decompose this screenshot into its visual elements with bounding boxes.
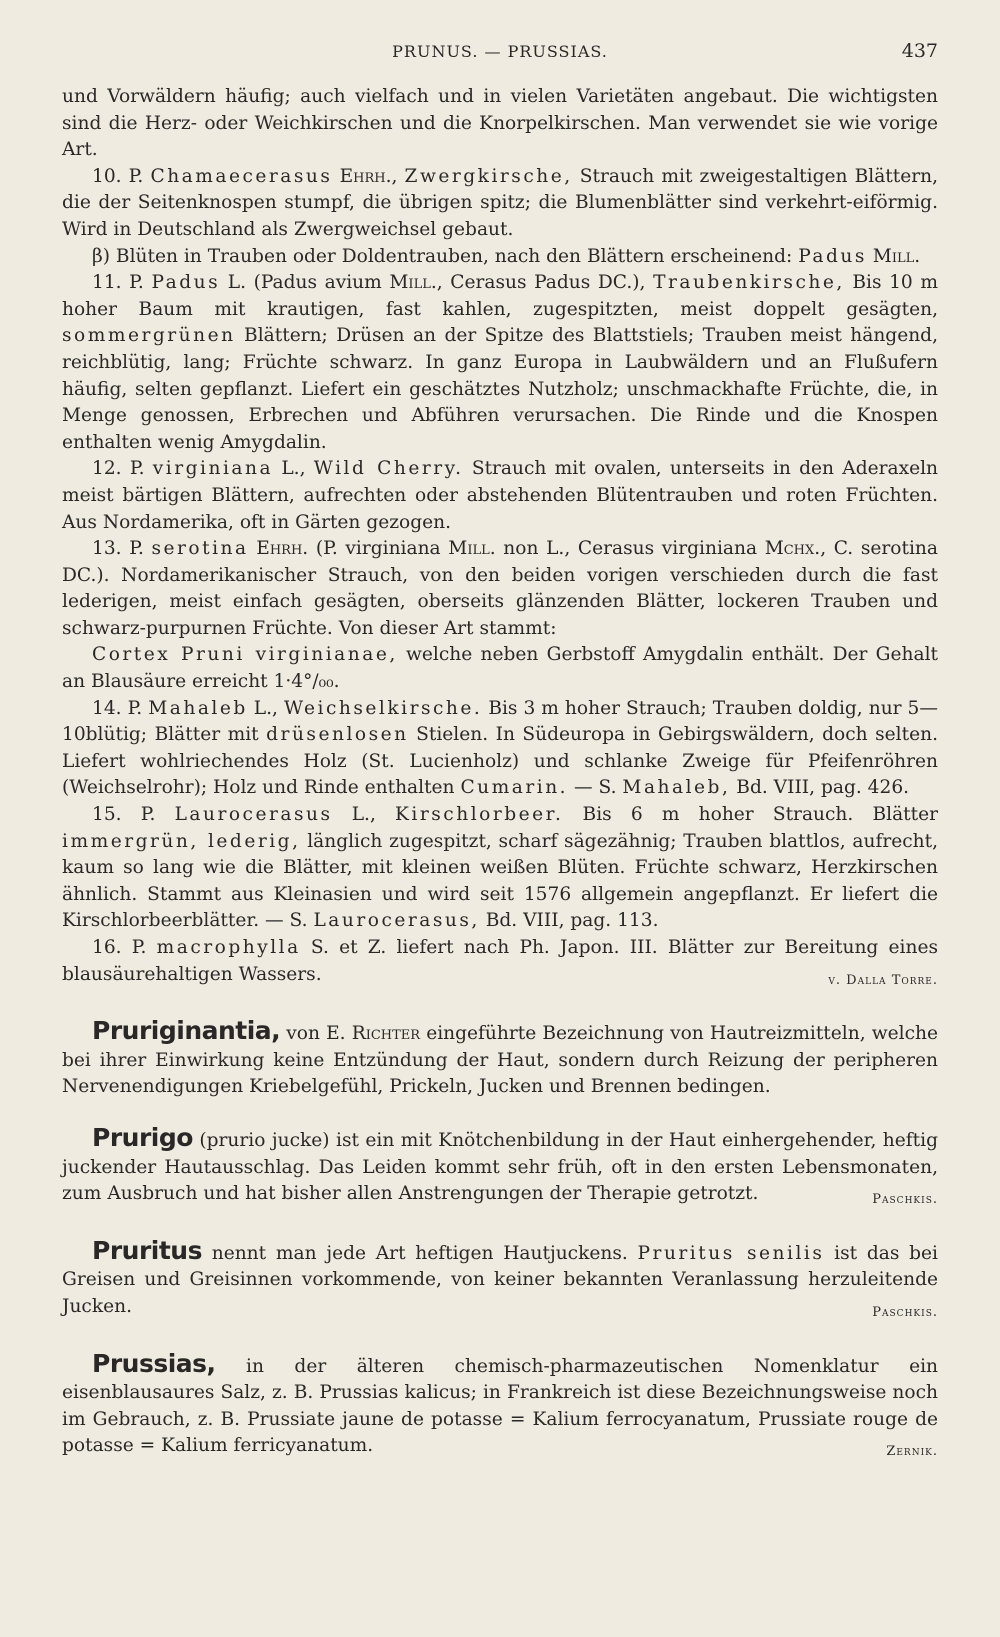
entry-prurigo: Prurigo (prurio jucke) ist ein mit Knötchenbildung in der Haut einhergehender, heftig juckender Hautausschlag. Das Leiden kommt sehr früh, oft in den ersten Lebensmonaten, zum Ausbruch und hat bisher allen Anstrengungen der Therapie getrotzt. Paschkis. (62, 1125, 938, 1214)
paragraph-virginiana: 12. P. virginiana L., Wild Cherry. Strauch mit ovalen, unterseits in den Aderaxeln meist bärtigen Blättern, aufrechten oder abstehenden Blütentrauben und roten Früchten. Aus Nordamerika, oft in Gärten gezogen. (62, 458, 939, 533)
author-signature: Zernik. (886, 1444, 938, 1460)
page-number: 437 (901, 40, 938, 62)
entry-headword: Pruriginantia, (92, 1016, 281, 1046)
paragraph-cortex: Cortex Pruni virginianae, welche neben Gerbstoff Amygdalin enthält. Der Gehalt an Blausäure erreicht 1·4°/₀₀. (62, 644, 939, 693)
paragraph-padus: 11. P. Padus L. (Padus avium Mill., Cerasus Padus DC.), Traubenkirsche, Bis 10 m hoher Baum mit krautigen, fast kahlen, zugespitzten, meist doppelt gesägten, sommergrünen Blättern; Drüsen an der Spitze des Blattstiels; Trauben meist hängend, reichblütig, lang; Früchte schwarz. In ganz Europa in Laubwäldern und an Flußufern häufig, selten gepflanzt. Liefert ein geschätztes Nutzholz; unschmackhafte Früchte, die, in Menge genossen, Erbrechen und Abführen verursachen. Die Rinde und die Knospen enthalten wenig Amygdalin. (62, 272, 938, 453)
author-signature: Paschkis. (872, 1304, 938, 1320)
entry-headword: Pruritus (92, 1235, 202, 1265)
author-signature: Paschkis. (872, 1192, 938, 1208)
page-header (62, 38, 938, 68)
paragraph-beta-padus: β) Blüten in Trauben oder Doldentrauben, nach den Blättern erscheinend: Padus Mill. (92, 245, 921, 267)
entry-headword: Prussias, (92, 1348, 216, 1378)
entry-prussias: Prussias, in der älteren chemisch-pharmazeutischen Nomenklatur ein eisenblausaures Salz, z. B. Prussias kalicus; in Frankreich ist diese Bezeichnungsweise noch im Gebrauch, z. B. Prussiate jaune de potasse = Kalium ferrocyanatum, Prussiate rouge de potasse = Kalium ferricyanatum. Zernik. (62, 1351, 938, 1466)
text-body (62, 84, 938, 1466)
paragraph-continuation: und Vorwäldern häufig; auch vielfach und in vielen Varietäten angebaut. Die wichtigsten sind die Herz- oder Weichkirschen und die Knorpelkirschen. Man verwendet sie wie vorige Art. (62, 86, 938, 161)
entry-headword: Prurigo (92, 1122, 193, 1152)
paragraph-mahaleb: 14. P. Mahaleb L., Weichselkirsche. Bis 3 m hoher Strauch; Trauben doldig, nur 5—10blütig; Blätter mit drüsenlosen Stielen. In Südeuropa in Gebirgswäldern, doch selten. Liefert wohlriechendes Holz (St. Lucienholz) und schlanke Zweige für Pfeifenröhren (Weichselrohr); Holz und Rinde enthalten Cumarin. — S. Mahaleb, Bd. VIII, pag. 426. (62, 697, 938, 799)
entry-pruriginantia: Pruriginantia, von E. Richter eingeführte Bezeichnung von Hautreizmitteln, welche bei ihrer Einwirkung keine Entzündung der Haut, sondern durch Reizung der peripheren Nervenendigungen Kriebelgefühl, Prickeln, Jucken und Brennen bedingen. (62, 1016, 938, 1098)
entry-pruritus: Pruritus nennt man jede Art heftigen Hautjuckens. Pruritus senilis ist das bei Greisen und Greisinnen vorkommende, von keiner bekannten Veranlassung herzuleitende Jucken. Paschkis. (62, 1238, 938, 1327)
paragraph-macrophylla: 16. P. macrophylla S. et Z. liefert nach Ph. Japon. III. Blätter zur Bereitung eines blausäurehaltigen Wassers. v. Dalla Torre. (62, 935, 938, 994)
paragraph-chamaecerasus: 10. P. Chamaecerasus Ehrh., Zwergkirsche, Strauch mit zweigestaltigen Blättern, die der Seitenknospen stumpf, die übrigen spitz; die Blumenblätter sind verkehrt-eiförmig. Wird in Deutschland als Zwergweichsel gebaut. (62, 165, 939, 240)
paragraph-serotina: 13. P. serotina Ehrh. (P. virginiana Mill. non L., Cerasus virginiana Mchx., C. serotina DC.). Nordamerikanischer Strauch, von den beiden vorigen verschieden durch die fast lederigen, meist einfach gesägten, oberseits glänzenden Blätter, lockeren Trauben und schwarz-purpurnen Früchte. Von dieser Art stammt: (62, 538, 938, 639)
running-head: PRUNUS. — PRUSSIAS. (392, 42, 608, 61)
author-signature: v. Dalla Torre. (828, 972, 938, 988)
paragraph-laurocerasus: 15. P. Laurocerasus L., Kirschlorbeer. Bis 6 m hoher Strauch. Blätter immergrün, lederig, länglich zugespitzt, scharf sägezähnig; Trauben blattlos, aufrecht, kaum so lang wie die Blätter, mit kleinen weißen Blüten. Früchte schwarz, Herzkirschen ähnlich. Stammt aus Kleinasien und wird seit 1576 allgemein angepflanzt. Er liefert die Kirschlorbeerblätter. — S. Laurocerasus, Bd. VIII, pag. 113. (62, 804, 938, 932)
